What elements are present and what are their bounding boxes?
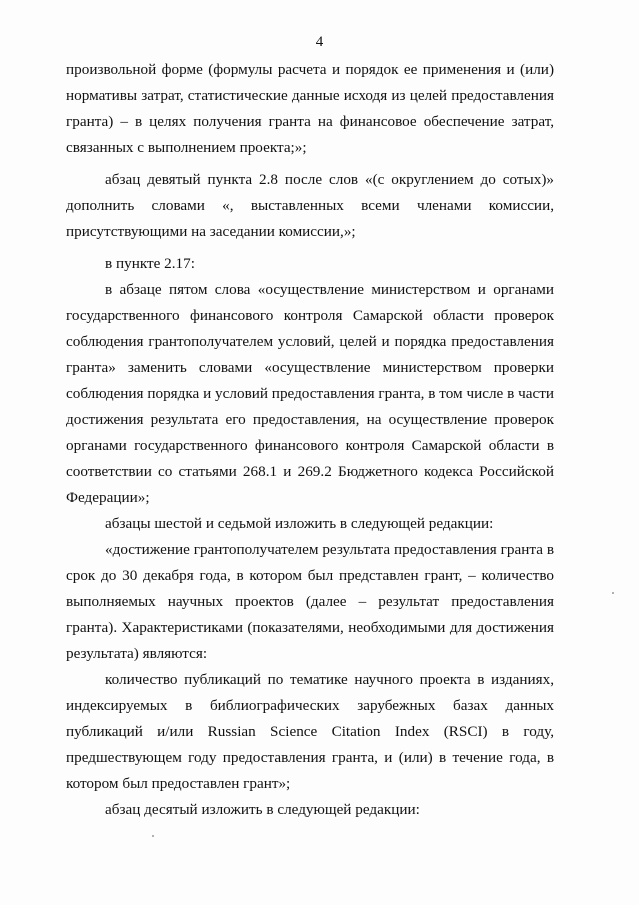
text-line: дополнить словами «, выставленных всеми членами комиссии, [66,197,554,214]
text-line: нормативы затрат, статистические данные исходя из целей предоставления [66,87,554,104]
text-line: соблюдения порядка и условий предоставления гранта, в том числе в части [66,385,554,402]
text-line: гранта» заменить словами «осуществление министерством проверки [66,359,554,376]
text-line: абзац девятый пункта 2.8 после слов «(с округлением до сотых)» [105,171,554,188]
text-line: котором был предоставлен грант»; [66,775,291,792]
text-line: абзац десятый изложить в следующей редакции: [105,801,420,818]
text-line: произвольной форме (формулы расчета и порядок ее применения и (или) [66,61,554,78]
text-line: количество публикаций по тематике научного проекта в изданиях, [105,671,554,688]
text-line: публикаций и/или Russian Science Citation Index (RSCI) в году, [66,723,554,740]
document-body [66,57,554,823]
scan-speck [612,592,614,594]
text-line: присутствующими на заседании комиссии,»; [66,223,356,240]
text-line: индексируемых в библиографических зарубежных базах данных [66,697,554,714]
text-line: связанных с выполнением проекта;»; [66,139,307,156]
text-line: в пункте 2.17: [105,255,195,272]
text-line: достижения результата его предоставления, на осуществление проверок [66,411,554,428]
text-line: в абзаце пятом слова «осуществление министерством и органами [105,281,554,298]
text-line: Федерации»; [66,489,150,506]
scan-speck [152,835,154,837]
text-line: абзацы шестой и седьмой изложить в следующей редакции: [105,515,494,532]
text-line: гранта) – в целях получения гранта на финансовое обеспечение затрат, [66,113,554,130]
text-line: «достижение грантополучателем результата предоставления гранта в [105,541,554,558]
text-line: результата) являются: [66,645,208,662]
text-line: гранта). Характеристиками (показателями, необходимыми для достижения [66,619,554,636]
page-number: 4 [315,34,324,50]
text-line: срок до 30 декабря года, в котором был представлен грант, – количество [66,567,554,584]
text-line: соответствии со статьями 268.1 и 269.2 Бюджетного кодекса Российской [66,463,554,480]
text-line: предшествующем году предоставления гранта, и (или) в течение года, в [66,749,554,766]
text-line: государственного финансового контроля Самарской области проверок [66,307,554,324]
text-line: органами государственного финансового контроля Самарской области в [66,437,554,454]
text-line: соблюдения грантополучателем условий, целей и порядка предоставления [66,333,554,350]
text-line: выполняемых научных проектов (далее – результат предоставления [66,593,554,610]
